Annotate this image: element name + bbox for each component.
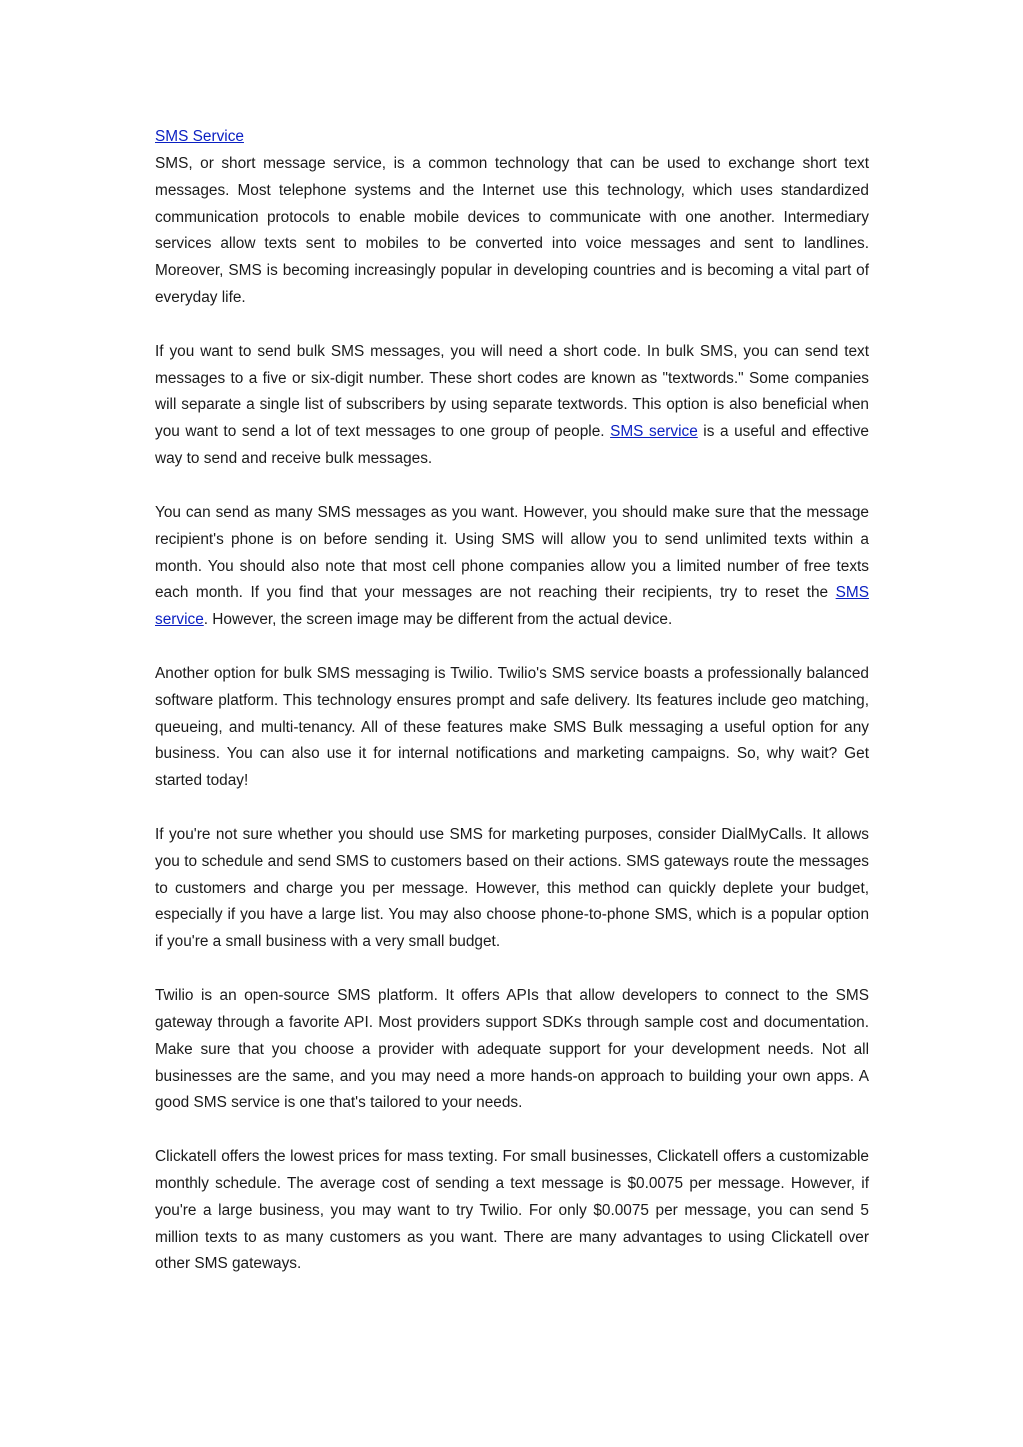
paragraph-2-text-after: is a useful and effective way to send and receive bulk messages.: [155, 423, 869, 468]
document-body: [155, 124, 869, 1305]
paragraph-3: [155, 500, 869, 634]
paragraph-1: SMS, or short message service, is a common technology that can be used to exchange short text messages. Most telephone systems and the Internet use this technology, which uses standardized communication protocols to enable mobile devices to communicate with one another. Intermediary services allow texts sent to mobiles to be converted into voice messages and sent to landlines. Moreover, SMS is becoming increasingly popular in developing countries and is becoming a vital part of everyday life.: [155, 154, 869, 307]
paragraph-3-text-before: You can send as many SMS messages as you want. However, you should make sure that the message recipient's phone is on before sending it. Using SMS will allow you to send unlimited texts within a month. You should also note that most cell phone companies allow you a limited number of free texts each month. If you find that your messages are not reaching their recipients, try to reset the: [155, 503, 869, 602]
paragraph-2: [155, 339, 869, 473]
paragraph-5: If you're not sure whether you should use SMS for marketing purposes, consider DialMyCalls. It allows you to schedule and send SMS to customers based on their actions. SMS gateways route the messages to customers and charge you per message. However, this method can quickly deplete your budget, especially if you have a large list. You may also choose phone-to-phone SMS, which is a popular option if you're a small business with a very small budget.: [155, 825, 869, 951]
paragraph-3-text-after: . However, the screen image may be different from the actual device.: [203, 611, 673, 629]
paragraph-6: Twilio is an open-source SMS platform. It offers APIs that allow developers to connect to the SMS gateway through a favorite API. Most providers support SDKs through sample cost and documentation. Make sure that you choose a provider with adequate support for your development needs. Not all businesses are the same, and you may need a more hands-on approach to building your own apps. A good SMS service is one that's tailored to your needs.: [155, 987, 869, 1112]
sms-service-link-2[interactable]: SMS service: [155, 584, 869, 629]
title-link-sms-service[interactable]: SMS Service: [155, 128, 244, 145]
sms-service-link-1[interactable]: SMS service: [610, 423, 698, 441]
paragraph-7: Clickatell offers the lowest prices for mass texting. For small businesses, Clickatell offers a customizable monthly schedule. The average cost of sending a text message is $0.0075 per message. However, if you're a large business, you may want to try Twilio. For only $0.0075 per message, you can send 5 million texts to as many customers as you want. There are many advantages to using Clickatell over other SMS gateways.: [155, 1148, 869, 1273]
paragraph-4: Another option for bulk SMS messaging is Twilio. Twilio's SMS service boasts a professionally balanced software platform. This technology ensures prompt and safe delivery. Its features include geo matching, queueing, and multi-tenancy. All of these features make SMS Bulk messaging a useful option for any business. You can also use it for internal notifications and marketing campaigns. So, why wait? Get started today!: [155, 664, 869, 790]
paragraph-2-text-before: If you want to send bulk SMS messages, you will need a short code. In bulk SMS, you can send text messages to a five or six-digit number. These short codes are known as "textwords." Some companies will separate a single list of subscribers by using separate textwords. This option is also beneficial when you want to send a lot of text messages to one group of people.: [155, 342, 869, 441]
